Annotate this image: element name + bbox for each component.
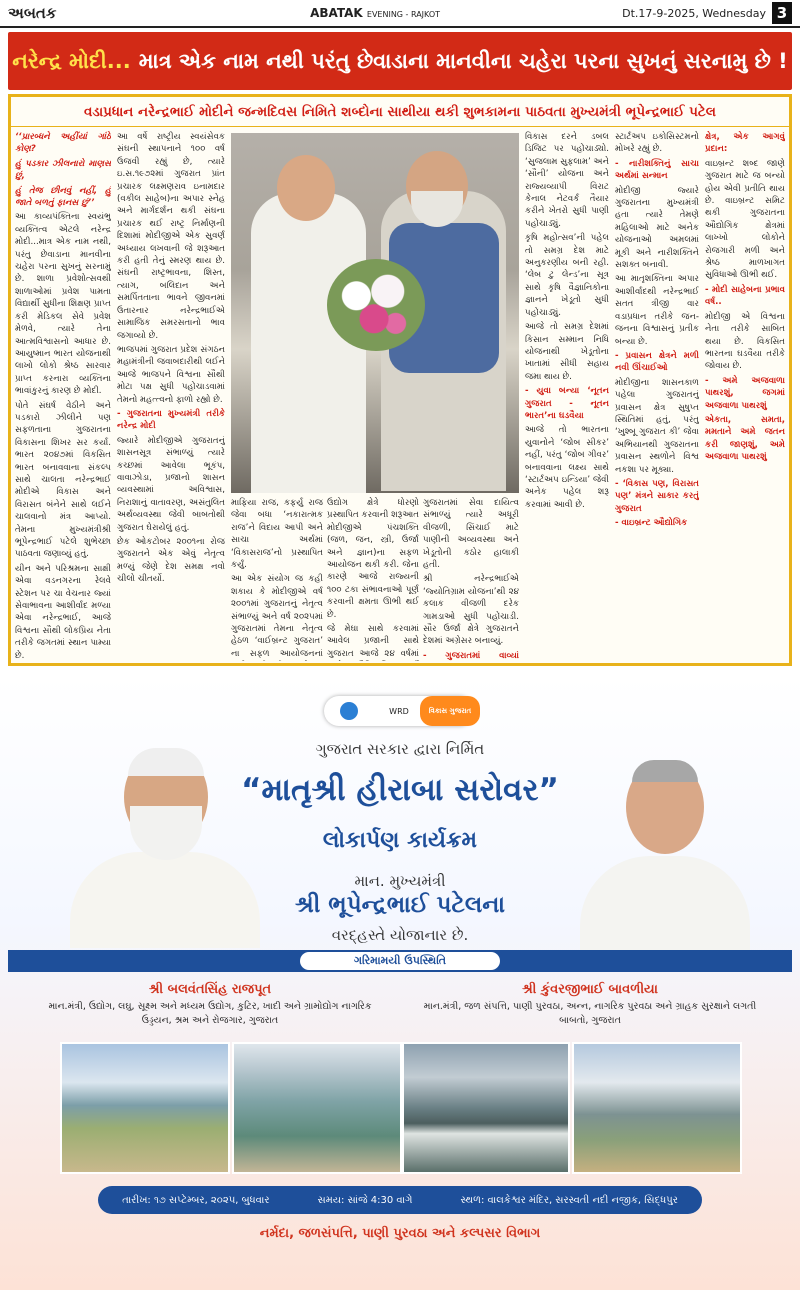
water-dept-logo-icon <box>340 702 358 720</box>
article-column-2 <box>117 131 225 661</box>
poem-line: - અમે અજવાળા પાથરશું, જગમાં અજવાળા પાથરશું <box>705 375 785 411</box>
photo-head-left <box>277 155 335 221</box>
paragraph: છેક ઓકટોબર ૨૦૦૧ના રોજ ગુજરાતને એક એવું નેતૃત્વ મળ્યું જેણે દેશ સમક્ષ નવો ચીલો ચીતર્યો. <box>117 537 225 585</box>
article-column-5 <box>423 497 519 661</box>
paragraph: વાઇબ્રન્ટ શબ્દ જાણે ગુજરાત માટે જ બન્યો હોય એવી પ્રતીતિ થાય છે. વાઇબ્રન્ટ સમિટ થકી ગુજરાતના ઔદ્યોગિક ક્ષેત્રમાં લાખ્ખો લોકોને રોજગારી મળી અને શ્રેષ્ઠ માળખાગત સુવિધાઓ ઊભી થઈ. <box>705 158 785 281</box>
article-box <box>8 94 792 666</box>
article-column-6 <box>525 131 609 661</box>
poem-line: ‘‘પ્રારબ્ધને અહીંયાં ગાંઠે કોણ? <box>15 132 111 155</box>
paragraph: આ માતૃશક્તિના અપાર આશીર્વાદથી નરેન્દ્રભાઈ સતત ત્રીજી વાર વડાપ્રધાન તરીકે જન-જનના વિશ્વાસનું પ્રતીક બન્યા છે. <box>615 274 699 347</box>
guest1-name: શ્રી બલવંતસિંહ રાજપૂત <box>148 982 272 997</box>
ad-department: નર્મદા, જળસંપત્તિ, પાણી પુરવઠા અને કલ્પસર વિભાગ <box>259 1226 541 1241</box>
paper-logo: અબતક <box>8 4 57 22</box>
paragraph: કૃષિ મહોત્સવ’ની પહેલ તો સમગ્ર દેશ માટે અનુકરણીય બની રહી. ‘લેબ ટુ લેન્ડ’ના સૂત્ર સાથે કૃષિ વૈજ્ઞાનિકોના જ્ઞાનને ખેડૂતો સુધી પહોંચાડ્યું. <box>525 233 609 318</box>
paragraph: શ્રી નરેન્દ્રભાઈએ ‘જ્યોતિગ્રામ યોજના’થી ૨૪ કલાક વીજળી દરેક ગામડાઓ સુધી પહોંચાડી. સૌર ઉર્જા ક્ષેત્રે ગુજરાતને દેશમાં અગ્રેસર બનાવ્યું. <box>423 574 519 647</box>
section-heading: - ગુજરાતમાં વાવ્યાં <box>423 650 519 661</box>
paragraph: આ એક સંયોગ જ કહી શકાય કે મોદીજીએ વર્ષ ૨૦૦૧માં ગુજરાતનું નેતૃત્વ સંભાળ્યું અને વર્ષ ૨૦૨૫માં ગુજરાતમાં તેમના નેતૃત્વ હેઠળ ‘વાઈબ્રન્ટ ગુજરાત’ ના સફળ આયોજનનાં <box>231 574 323 659</box>
main-headline <box>8 32 792 90</box>
event-info-bar <box>98 1186 702 1214</box>
section-heading: - યુવા બન્યા ‘નૂતન ગુજરાત - નૂતન ભારત’ના ઘડવૈયા <box>525 386 609 421</box>
section-heading: ક્ષેત્ર, એક આગવું પ્રદાન: <box>705 132 785 155</box>
paragraph: પોતે સંઘર્ષ વેઠીને અને પડકારો ઝીલીને પણ સફળતાના ગુજરાતના વિકાસના શિખર સર કર્યા. ભારત ૨૦૪૭માં વિકસિત ભારત બનાવવાના સંકલ્પ સાથે ચાલતા નરેન્દ્રભાઈ મોદીએ વિકાસ અને વિરાસત બંનેને સાથે લઈને ચાલવાનો મંત્ર આપ્યો. તેમના મુખ્યમંત્રીશ્રી ભૂપેન્દ્રભાઈ પટેલે શુભેચ્છા પાઠવતા જણાવ્યું હતું. <box>15 400 111 560</box>
weir-photo <box>402 1042 570 1174</box>
poem-line: હું પડકાર ઝીલનારો માણસ છું, <box>15 158 111 182</box>
section-heading: - ગુજરાતના મુખ્યમંત્રી તરીકે નરેન્દ્ર મોદી <box>117 408 225 432</box>
issue-date: Dt.17-9-2025, Wednesday <box>622 6 766 20</box>
article-subhead <box>11 97 789 127</box>
guests-band-label: ગરિમામયી ઉપસ્થિતિ <box>300 952 500 970</box>
guest1-desc: માન.મંત્રી, ઉદ્યોગ, લઘુ, સૂક્ષ્મ અને મધ્યમ ઉદ્યોગ, કુટિર, ખાદી અને ગ્રામોદ્યોગ નાગરિક ઉડ્ડયન, શ્રમ અને રોજગાર, ગુજરાત <box>48 1001 372 1026</box>
paragraph: ગુજરાતમાં સેવા દાયિત્વ સંભાળ્યું ત્યારે અધૂરી વીજળી, સિંચાઈ માટે પાણીની અવ્યવસ્થા અને ખેડૂતોની કઠોર હાલાકી હતી. <box>423 498 519 571</box>
headline-rest: માત્ર એક નામ નથી પરંતુ છેવાડાના માનવીના ચહેરા પરના સુખનું સરનામુ છે ! <box>138 48 788 73</box>
section-heading: - મોદી સાહેબના પ્રભાવ વર્ષ.. <box>705 284 785 308</box>
section-heading: - ‘વિકાસ પણ, વિરાસત પણ’ મંત્રને સાકાર કરતું ગુજરાત <box>615 478 699 514</box>
paragraph: સ્ટાર્ટઅપ ઇકોસિસ્ટમનો મોખરે રહ્યું છે. <box>615 132 699 155</box>
paragraph: જે મેઘા સાથે કરવામાં આવેલ પ્રજાની સાથે ગુજરાત આજે ૨૪ વર્ષમાં <box>327 624 419 659</box>
poem-line: હું તેજ છીનવું નહીં, હું જાતે બળતું ફાનસ છું’’ <box>15 185 111 209</box>
paragraph: આ વર્ષે રાષ્ટ્રીય સ્વયંસેવક સંઘની સ્થાપનાને ૧૦૦ વર્ષ ઉજવી રહ્યું છે, ત્યારે ઇ.સ.૧૯૭૨માં ગુજરાત પ્રાંત પ્રચારક લક્ષ્મણરાવ ઇનામદાર (વકીલ સાહેબ)ના અપાર સ્નેહ અને માર્ગદર્શન થકી સંઘના પ્રચારક થઈ રાષ્ટ્ર નિર્માણની દિશામાં મોદીજીએ એક સુવર્ણ અધ્યાય લખવાની જે શરૂઆત કરી હતી તેનું સ્મરણ થાય છે. સંઘની રાષ્ટ્રભાવના, શિસ્ત, ત્યાગ, બલિદાન અને સમર્પિતતાના ભાવને જીવનમાં ઉતારનાર નરેન્દ્રભાઈએ સામાજિક સમરસતાનો ભાવ જગાવ્યો છે. <box>117 132 225 341</box>
poem-line: એકતા, સમતા, મમતાને અમે જતન કરી જાણશું, અમે અજવાળા પાથરશું <box>705 414 785 463</box>
lake-aerial-photo-2 <box>232 1042 402 1174</box>
paper-title: ABATAK <box>310 6 363 20</box>
ad-event: લોકાર્પણ કાર્યક્રમ <box>322 828 478 853</box>
section-heading: - પ્રવાસન ક્ષેત્રને મળી નવી ઊંચાઈઓ <box>615 350 699 374</box>
headline-lead: નરેન્દ્ર મોદી... <box>12 48 131 73</box>
page-number: 3 <box>772 2 792 24</box>
guest2-name: શ્રી કુંવરજીભાઈ બાવળીયા <box>522 982 658 997</box>
paragraph: મોદીજી જ્યારે ગુજરાતના મુખ્યમંત્રી હતા ત્યારે તેમણે મહિલાઓ માટે અનેક યોજનાઓ અમલમાં મૂકી અને નારીશક્તિને સશક્ત બનાવી. <box>615 185 699 271</box>
photo-bouquet <box>327 259 425 351</box>
paragraph: જ્યારે મોદીજીએ ગુજરાતનું શાસનસૂત્ર સંભાળ્યું ત્યારે કચ્છમાં આવેલા ભૂકંપ, વાવાઝોડા, પ્રજાનો શાસન વ્યવસ્થામાં અવિશ્વાસ, નિરાશાનું વાતાવરણ, અસંતુલિત અર્થવ્યવસ્થા જેવી બાબતોથી ગુજરાત ઘેરાયેલું હતું. <box>117 435 225 533</box>
section-heading: - નારીશક્તિનું સાચા અર્થમાં સન્માન <box>615 158 699 182</box>
ad-intro: ગુજરાત સરકાર દ્વારા નિર્મિત <box>315 740 485 758</box>
paragraph: વિકાસ દરને ડબલ ડિજિટ પર પહોંચાડ્યો. ‘સુજલામ સુફલામ’ અને ‘સૌની’ યોજના અને રાજ્યવ્યાપી વિરાટ કેનાલ નેટવર્ક તૈયાર કરીને ખેતરો સુધી પાણી પહોંચાડ્યું. <box>525 132 609 229</box>
cm-body <box>580 856 750 950</box>
subhead-text: વડાપ્રધાન નરેન્દ્રભાઈ મોદીને જન્મદિવસ નિમિતે શબ્દોના સાથીયા થકી શુભકામના પાઠવતા મુખ્યમંત્રી ભૂપેન્દ્રભાઈ પટેલ <box>84 103 716 120</box>
article-column-4 <box>327 497 419 661</box>
logo-text: WRD <box>389 706 409 716</box>
paragraph: આજે તો સમગ્ર દેશમાં કિસાન સમ્માન નિધિ યોજનાથી ખેડૂતોના ખાતામાં સીધી સહાય જમા થાય છે. <box>525 322 609 382</box>
ad-by-post: વરદ્હસ્તે યોજાનાર છે. <box>331 926 469 944</box>
cm-hair <box>632 760 698 782</box>
paragraph: આજે તો ભારતના યુવાનોને ‘જોબ સીકર’ નહીં, પરંતુ ‘જોબ ગીવર’ બનાવવાના લક્ષ્ય સાથે ‘સ્ટાર્ટઅપ ઇન્ડિયા’ જેવી અનેક પહેલ શરૂ કરવામાં આવી છે. <box>525 425 609 510</box>
paragraph: ઉદ્યોગ ક્ષેત્રે ધોરણો પ્રસ્થાપિત કરવાની શરૂઆત મોદીજીએ પંચશક્તિ (જળ, જન, સ્ત્રી, ઉર્જા અને જ્ઞાન)ના સફળ આયોજન થકી કરી. જેના કારણે આજે રાજ્યની ૧૦૦ ટકા સંભાવનાઓ પૂર્ણ કરવાની ક્ષમતા ઊભી થઈ છે. <box>327 498 419 620</box>
article-column-8 <box>705 131 785 661</box>
section-heading: - વાઇબ્રન્ટ ઔદ્યોગિક <box>615 518 688 529</box>
ad-by-pre: માન. મુખ્યમંત્રી <box>354 872 446 890</box>
article-column-7 <box>615 131 699 661</box>
campaign-logo: વિકાસ ગુજરાત <box>420 696 480 726</box>
event-date: તારીખ: ૧૭ સપ્ટેમ્બર, ૨૦૨૫, બુધવાર <box>122 1194 270 1206</box>
ad-cm-name: શ્રી ભૂપેન્દ્રભાઈ પટેલના <box>294 892 506 918</box>
paragraph: મોદીજીના શાસનકાળ પહેલા ગુજરાતનું પ્રવાસન ક્ષેત્ર સુષુપ્ત સ્થિતિમાં હતું, પરંતુ ‘ખુશ્બૂ ગુજરાત કી’ જેવા અભિયાનથી ગુજરાતના પ્રવાસન સ્થળોને વિશ્વ નકશા પર મૂક્યા. <box>615 377 699 475</box>
lake-aerial-photo-1 <box>60 1042 230 1174</box>
river-photo <box>572 1042 742 1174</box>
paragraph: આ કાવ્યપંક્તિના સ્વયંભુ વ્યક્તિત્વ એટલે નરેન્દ્ર મોદી...માત્ર એક નામ નથી, પરંતુ છેવાડાના માનવીના ચહેરા પરના સુખનું સરનામું છે. શાળા પ્રવેશોત્સવથી શાળાઓમાં પ્રવેશ પામતા વિદ્યાર્થી સુધીના શિક્ષણ પ્રાપ્ત કરી મેડિકલ સેવે પ્રવેશ મેળવે, ત્યારે તેના આત્મવિશ્વાસનો આધાર છે. આયુષ્માન ભારત યોજનાથી લાખો લોકો શ્રેષ્ઠ સારવાર પ્રાપ્ત કરનારા વ્યક્તિના ભાવાંકુરનું કારણ છે મોદી. <box>15 212 111 397</box>
article-column-1 <box>15 131 111 661</box>
paragraph: મોદીજી એ વિશ્વના નેતા તરીકે સાબિત થયા છે. વિકસિત ભારતના ઘડવૈયા તરીકે જોવાય છે. <box>705 311 785 372</box>
advertisement <box>0 676 800 1290</box>
leaders-photo <box>231 133 519 493</box>
paragraph: ભાજપમાં ગુજરાત પ્રદેશ સંગઠન મહામંત્રીની જવાબદારીથી લઈને આજે ભાજપને વિશ્વના સૌથી મોટા પક્ષ સુધી પહોંચાડવામાં તેમનો મહત્ત્વનો ફાળો રહ્યો છે. <box>117 344 225 405</box>
paper-edition: EVENING - RAJKOT <box>366 10 441 19</box>
paragraph: યીન અને પરિશ્રમના સાક્ષી એવા વડનગરના રેલવે સ્ટેશન પર ચા વેચનાર જ્યાં સેવાભાવના આશીર્વાદ મળ્યા એવા નરેન્દ્રભાઈ, આજે વિશ્વના સૌથી લોકપ્રિય નેતા તરીકે જગતમાં સ્થાન પામ્યા છે. <box>15 563 111 661</box>
event-time: સમય: સાંજે 4:30 વાગે <box>317 1194 413 1206</box>
masthead <box>0 0 800 28</box>
ad-title: “માતૃશ્રી હીરાબા સરોવર” <box>241 772 559 808</box>
event-venue: સ્થળ: વાલકેશ્વર મંદિર, સરસ્વતી નદી નજીક, સિદ્ધપુર <box>460 1194 678 1206</box>
guest2-desc: માન.મંત્રી, જળ સંપત્તિ, પાણી પુરવઠા, અન્ન, નાગરિક પુરવઠા અને ગ્રાહક સુરક્ષાને લગતી બાબતો, ગુજરાત <box>423 1001 757 1026</box>
paragraph: માફિયા રાજ, કફર્યુ રાજ જેવા બધા ‘નકારાત્મક રાજ’ને વિદાય આપી અને સાચા અર્થમાં ‘વિકાસરાજ’નો પ્રસ્થાપિત કર્યું. <box>231 498 323 571</box>
paper-name <box>128 6 622 20</box>
article-column-3 <box>231 497 323 661</box>
